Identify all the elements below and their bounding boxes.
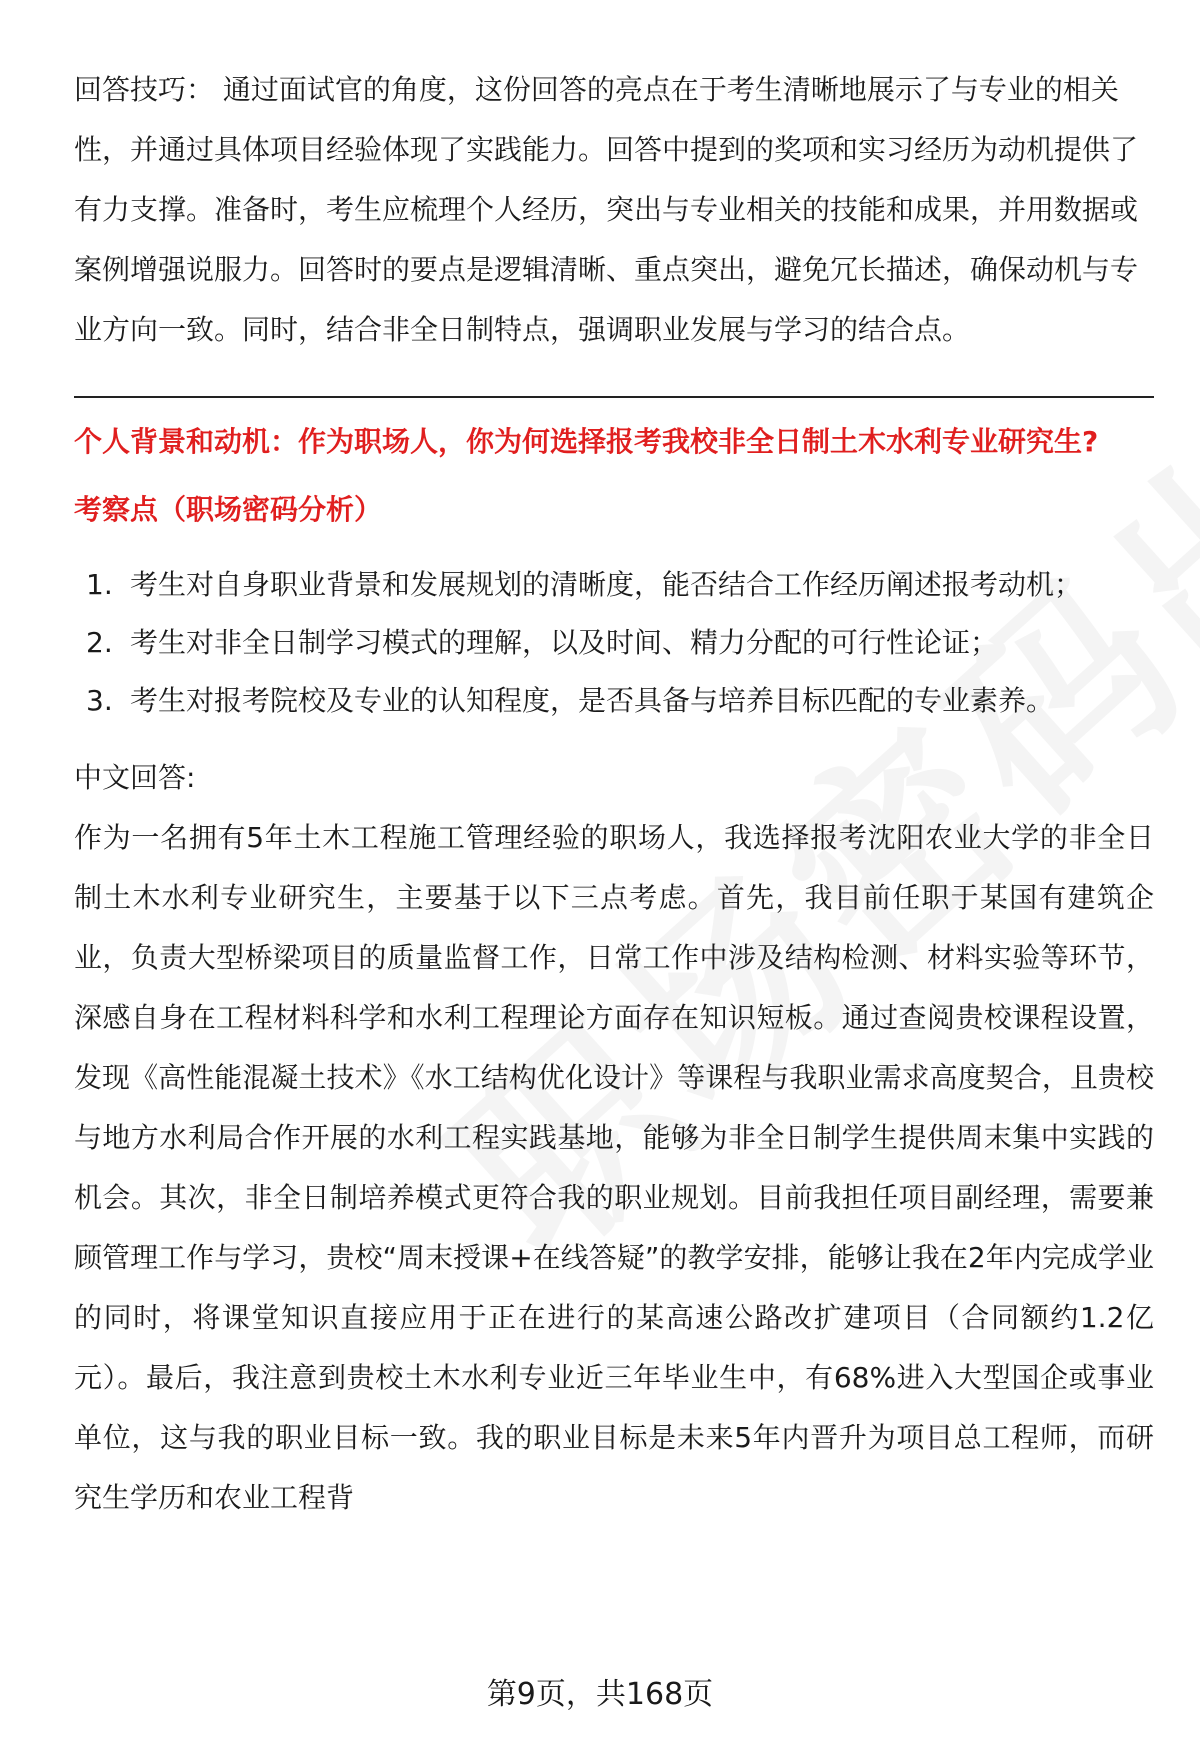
list-item-number: 3.	[86, 684, 113, 717]
assessment-points-title: 考察点（职场密码分析）	[74, 493, 383, 526]
list-item-text: 考生对报考院校及专业的认知程度，是否具备与培养目标匹配的专业素养。	[130, 684, 1055, 717]
list-item	[74, 672, 1154, 730]
page-number: 第9页，共168页	[486, 1677, 714, 1712]
chinese-answer-paragraph: 作为一名拥有5年土木工程施工管理经验的职场人，我选择报考沈阳农业大学的非全日制土木水利专业研究生，主要基于以下三点考虑。首先，我目前任职于某国有建筑企业，负责大型桥梁项目的质量监督工作，日常工作中涉及结构检测、材料实验等环节，深感自身在工程材料科学和水利工程理论方面存在知识短板。通过查阅贵校课程设置，发现《高性能混凝土技术》《水工结构优化设计》等课程与我职业需求高度契合，且贵校与地方水利局合作开展的水利工程实践基地，能够为非全日制学生提供周末集中实践的机会。其次，非全日制培养模式更符合我的职业规划。目前我担任项目副经理，需要兼顾管理工作与学习，贵校“周末授课+在线答疑”的教学安排，能够让我在2年内完成学业的同时，将课堂知识直接应用于正在进行的某高速公路改扩建项目（合同额约1.2亿元）。最后，我注意到贵校土木水利专业近三年毕业生中，有68%进入大型国企或事业单位，这与我的职业目标一致。我的职业目标是未来5年内晋升为项目总工程师，而研究生学历和农业工程背	[74, 821, 1154, 1514]
chinese-answer-label: 中文回答:	[74, 761, 196, 794]
page-content	[74, 60, 1154, 1528]
list-item-number: 1.	[86, 568, 113, 601]
answer-tips-paragraph: 回答技巧： 通过面试官的角度，这份回答的亮点在于考生清晰地展示了与专业的相关性，并通过具体项目经验体现了实践能力。回答中提到的奖项和实习经历为动机提供了有力支撑。准备时，考生应梳理个人经历，突出与专业相关的技能和成果，并用数据或案例增强说服力。回答时的要点是逻辑清晰、重点突出，避免冗长描述，确保动机与专业方向一致。同时，结合非全日制特点，强调职业发展与学习的结合点。	[74, 73, 1139, 346]
section-divider	[74, 396, 1154, 398]
list-item	[74, 614, 1154, 672]
question-title: 个人背景和动机：作为职场人，你为何选择报考我校非全日制土木水利专业研究生?	[74, 425, 1099, 458]
list-item-text: 考生对自身职业背景和发展规划的清晰度，能否结合工作经历阐述报考动机；	[130, 568, 1083, 601]
assessment-points-list	[74, 556, 1154, 730]
list-item-text: 考生对非全日制学习模式的理解，以及时间、精力分配的可行性论证；	[130, 626, 999, 659]
list-item-number: 2.	[86, 626, 113, 659]
list-item	[74, 556, 1154, 614]
